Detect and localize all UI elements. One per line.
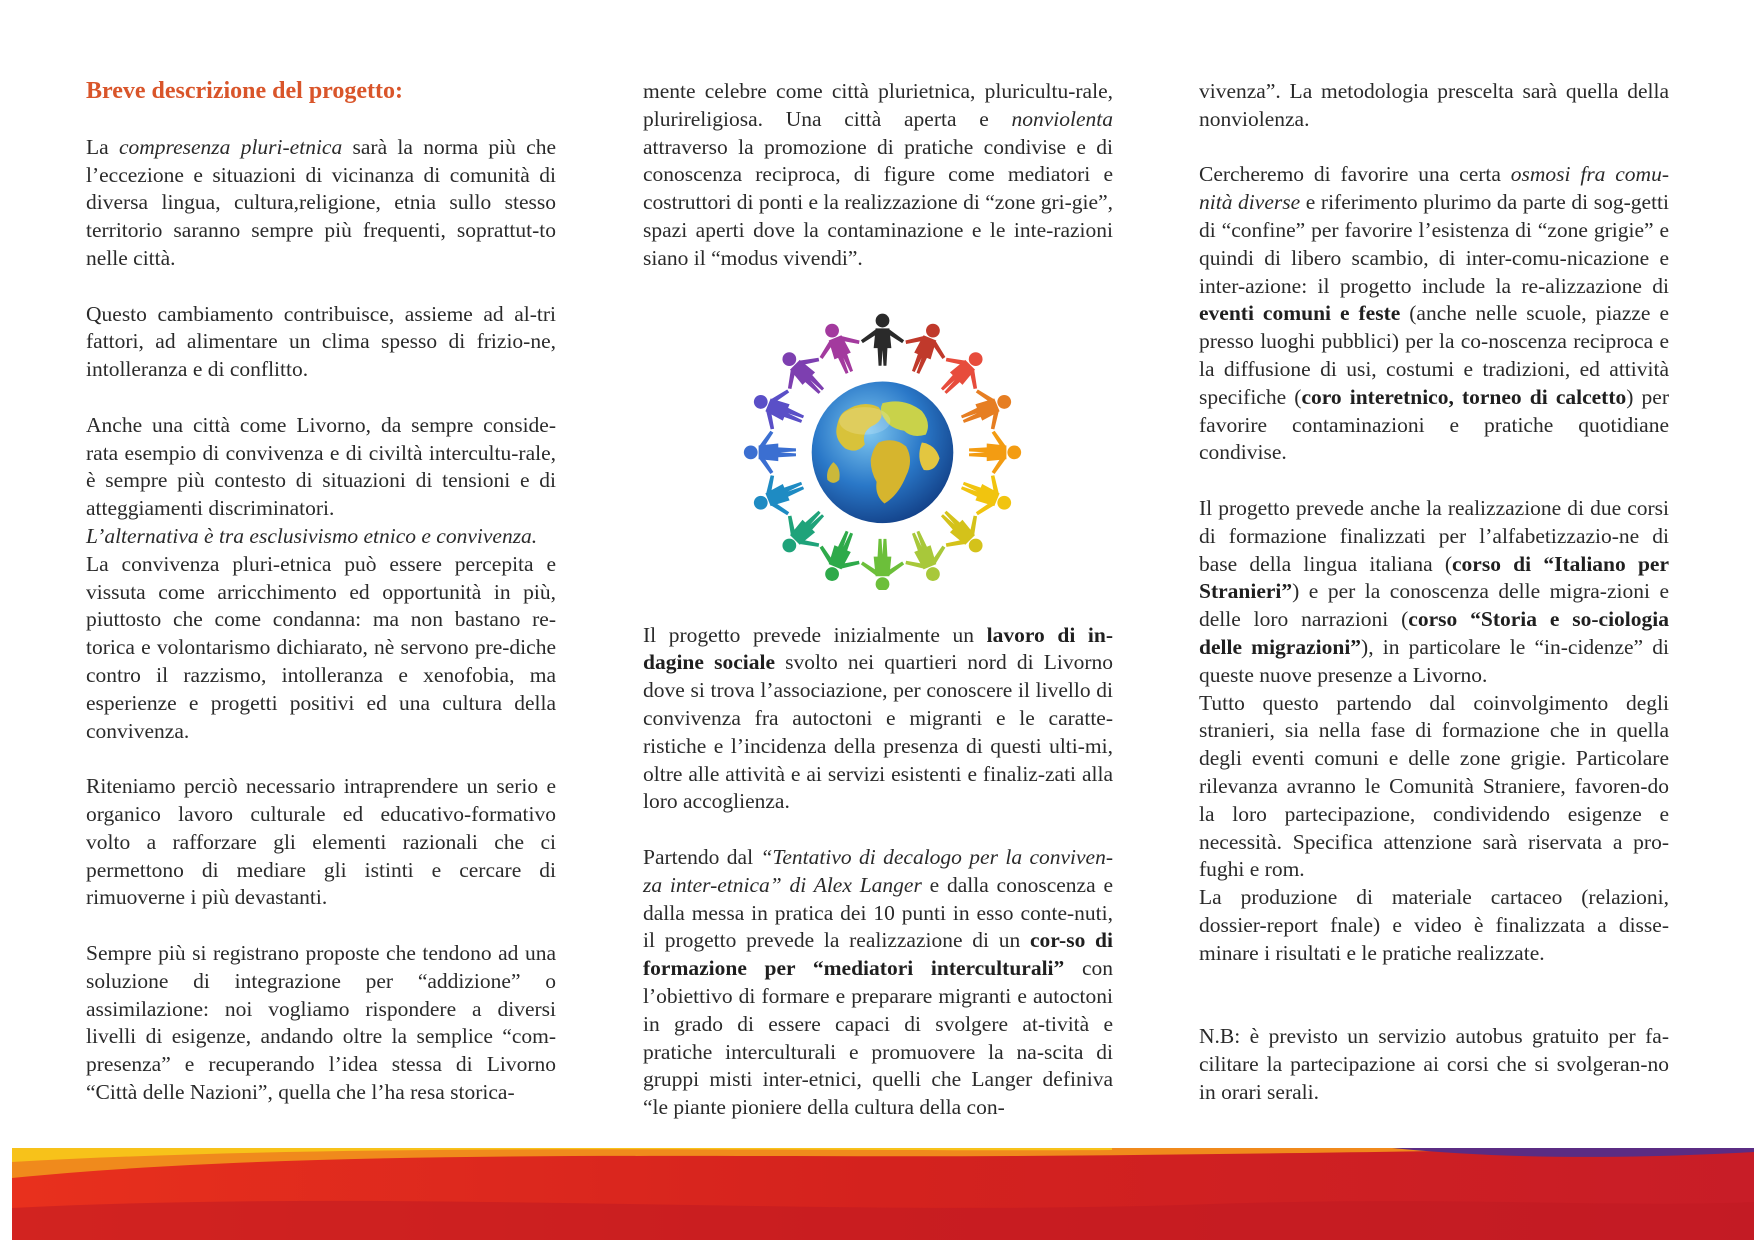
text: ), in particolare le “in-cidenze” di queste nuove presenze a Livorno. [1199,634,1669,687]
text: sarà la norma più che l’eccezione e situazioni di vicinanza di comunità di diversa lingua, cultura,religione, etnia sullo stesso territorio saranno sempre più frequenti, soprattut-to nelle città. [86,134,556,270]
italic-text: compresenza pluri-etnica [118,134,343,159]
text: attraverso la promozione di pratiche condivise e di conoscenza reciproca, di figure come mediatori e costruttori di ponti e la realizzazione di “zone gri-gie”, spazi aperti dove la contaminazione e le inte-razioni siano il “modus vivendi”. [643,134,1113,270]
paragraph: Anche una città come Livorno, da sempre conside-rata esempio di convivenza e di civiltà intercultu-rale, è sempre più contesto di situazioni di tensioni e di atteggiamenti discriminatori. [86,412,556,521]
text: Il progetto prevede anche la realizzazione di due corsi di formazione finalizzati per l’alfabetizzazio-ne di base della lingua italiana ( [1199,495,1669,576]
text: con l’obiettivo di formare e preparare migranti e autoctoni in grado di essere capaci di svolgere at-tività e pratiche interculturali e promuovere la na-scita di gruppi misti inter-etnici, quelli che Langer definiva “le piante pioniere della cultura della con- [643,956,1113,1120]
text: ) per favorire contaminazioni e pratiche quotidiane condivise. [1199,384,1669,465]
paragraph-note: N.B: è previsto un servizio autobus gratuito per fa-cilitare la partecipazione ai corsi che si svolgeran-no in orari serali. [1199,1024,1669,1104]
italic-text: osmosi fra comu-nità diverse [1199,162,1669,215]
person-figure [861,314,904,366]
person-figure [744,431,796,474]
bold-text: eventi comuni e feste [1199,301,1401,326]
paragraph [643,622,1113,817]
text: mente celebre come città plurietnica, pluricultu-rale, plurireligiosa. Una città aperta e [643,79,1113,131]
paragraph: La convivenza pluri-etnica può essere percepita e vissuta come arricchimento ed opportunità in più, piuttosto che come condanna: ma non bastano re-torica e volontarismo dichiarato, nè servono pre-diche contro il razzismo, intolleranza e xenofobia, ma esperienze e progetti positivi ed una cultura della convivenza. [86,551,556,743]
paragraph: Sempre più si registrano proposte che tendono ad una soluzione di integrazione per “addizione” o assimilazione: noi vogliamo rispondere a diversi livelli di esigenze, andando oltre la semplice “com-presenza” e recuperando l’idea stessa di Livorno “Città delle Nazioni”, quella che l’ha resa storica- [86,940,556,1104]
paragraph: Riteniamo perciò necessario intraprendere un serio e organico lavoro culturale ed educativo-formativo volto a rafforzare gli elementi razionali che ci permettono di mediare gli istinti e cercare di rimuoverne i più devastanti. [86,774,556,910]
text: Partendo dal [643,844,761,869]
text: e riferimento plurimo da parte di sog-getti di “confine” per favorire l’esistenza di “zone grigie” e quindi di libero scambio, di inter-comu-nicazione e inter-azione: il progetto include la re-alizzazione di [1199,190,1669,298]
bottom-decorative-band [12,1148,1754,1240]
paragraph [1199,495,1669,690]
person-figure [954,465,1019,525]
globe-people-emblem [735,295,1030,590]
text: Cercheremo di favorire una certa [1199,162,1511,187]
bold-text: coro interetnico, torneo di calcetto [1301,384,1627,409]
person-figure [809,524,869,589]
person-figure [896,524,956,589]
section-heading: Breve descrizione del progetto: [86,78,404,104]
bold-text: lavoro di in-dagine sociale [643,622,1113,675]
column-left [86,78,556,1107]
paragraph [643,78,1113,273]
text: svolto nei quartieri nord di Livorno dove si trova l’associazione, per conoscere il livello di convivenza fra autoctoni e migranti e le caratte-ristiche e l’incidenza della presenza di questi ulti-mi, oltre alle attività e ai servizi esistenti e finaliz-zati alla loro accoglienza. [643,650,1113,814]
person-figure [746,379,811,439]
person-figure [896,316,956,381]
paragraph [1199,161,1669,467]
person-figure [746,465,811,525]
person-figure [969,431,1021,474]
italic-text: “Tentativo di decalogo per la conviven-za inter-etnica” di Alex Langer [643,844,1113,897]
column-middle [643,78,1113,1122]
column-right [1199,78,1669,1106]
italic-text: nonviolenta [1011,106,1113,131]
paragraph-italic: L’alternativa è tra esclusivismo etnico e convivenza. [86,523,538,548]
paragraph: vivenza”. La metodologia prescelta sarà quella della nonviolenza. [1199,79,1669,131]
globe-icon [812,382,954,524]
paragraph: La produzione di materiale cartaceo (relazioni, dossier-report fnale) e video è finalizzata a disse-minare i risultati e le pratiche realizzate. [1199,885,1669,965]
text: Il progetto prevede inizialmente un [643,622,987,647]
bold-text: corso di “Italiano per Stranieri” [1199,551,1670,604]
text: ) e per la conoscenza delle migra-zioni e delle loro narrazioni ( [1199,579,1669,632]
text: (anche nelle scuole, piazze e presso luoghi pubblici) per la co-noscenza reciproca e la diffusione di usi, costumi e tradizioni, ed attività specifiche ( [1199,301,1669,409]
person-figure [861,539,904,590]
paragraph [86,134,556,273]
paragraph: Questo cambiamento contribuisce, assieme ad al-tri fattori, ad alimentare un clima spesso di frizio-ne, intolleranza e di conflitto. [86,301,556,382]
text: e dalla conoscenza e dalla messa in pratica dei 10 punti in esso conte-nuti, il progetto prevede la realizzazione di un [643,872,1113,953]
person-figure [954,379,1019,439]
text: La [86,134,119,159]
bold-text: cor-so di formazione per “mediatori interculturali” [643,928,1113,981]
paragraph: Tutto questo partendo dal coinvolgimento degli stranieri, sia nella fase di formazione che in quella degli eventi comuni e delle zone grigie. Particolare rilevanza avranno le Comunità Straniere, favoren-do la loro partecipazione, condividendo esigenze e necessità. Specifica attenzione sarà riservata a pro-fughi e rom. [1199,690,1669,882]
paragraph [643,844,1113,1122]
person-figure [809,316,869,381]
bold-text: corso “Storia e so-ciologia delle migrazioni” [1199,607,1669,659]
